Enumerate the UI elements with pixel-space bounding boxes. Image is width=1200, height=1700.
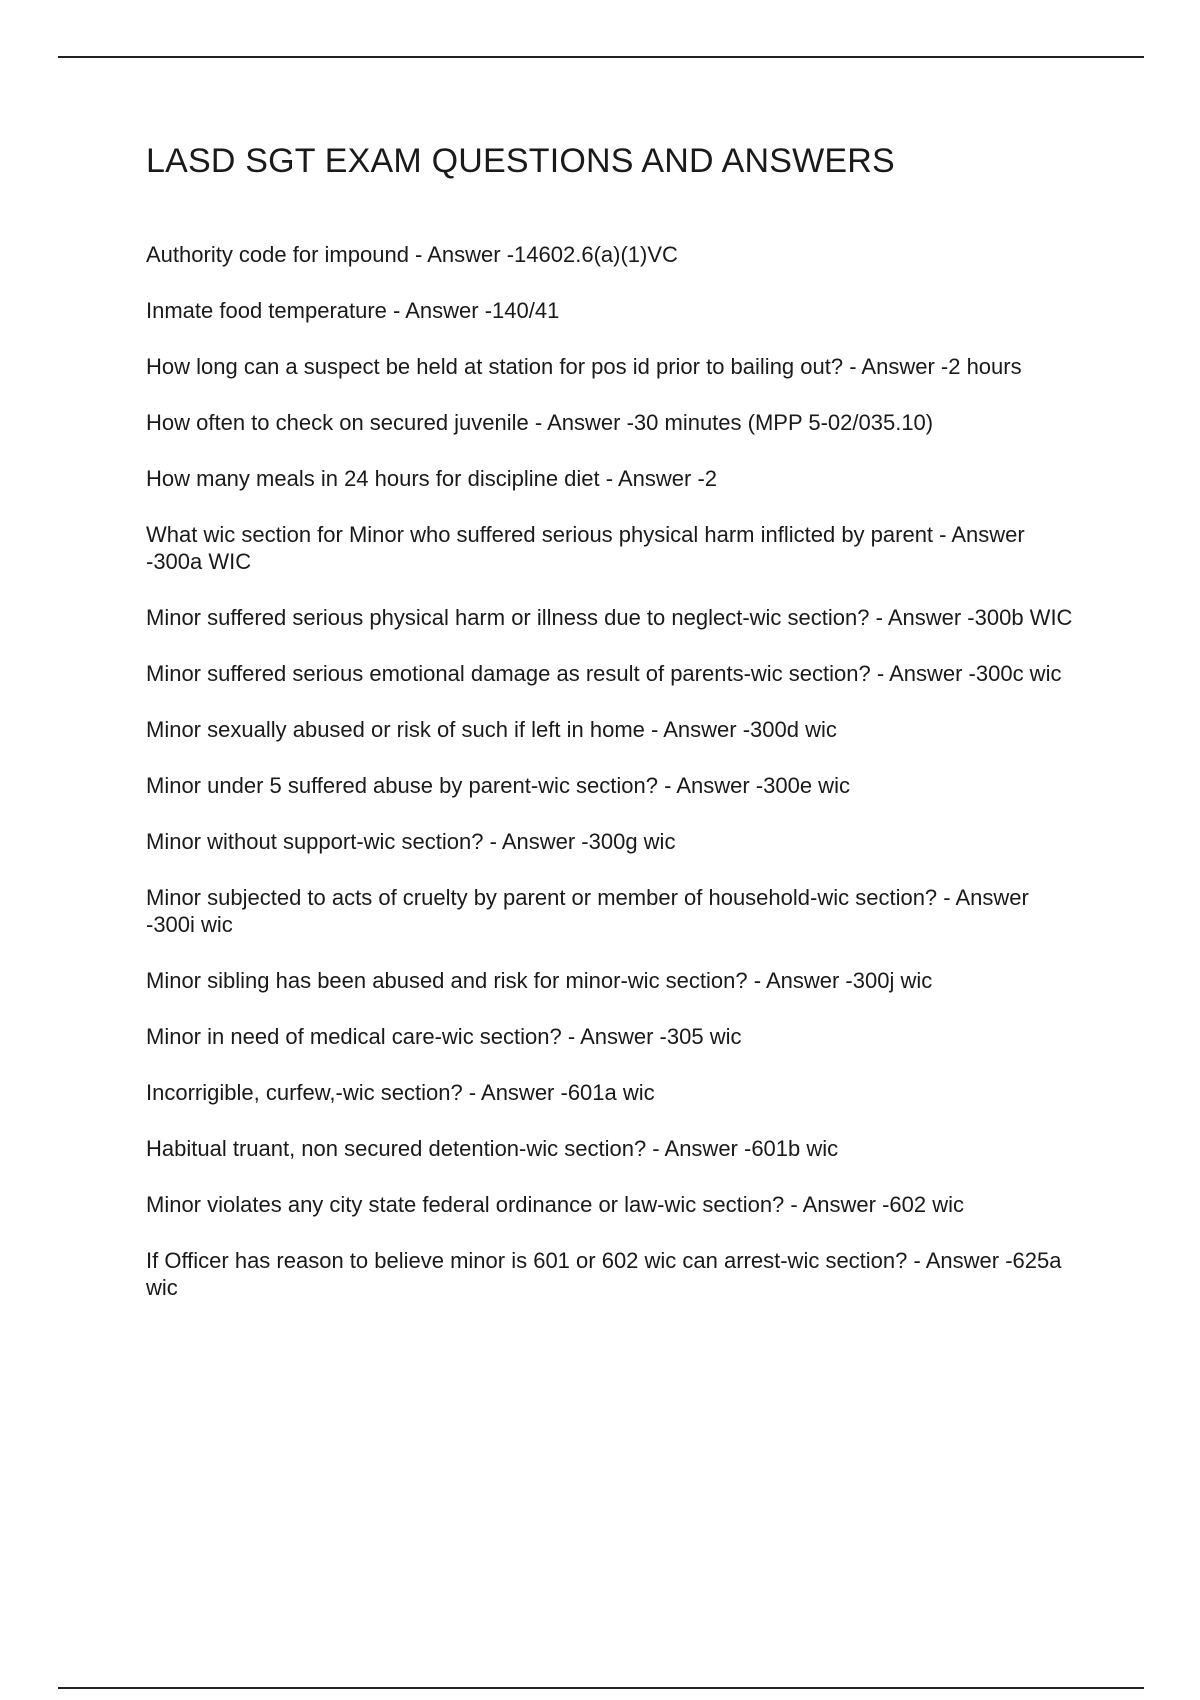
qa-item: If Officer has reason to believe minor is 601 or 602 wic can arrest-wic section? - Answer -625a wic bbox=[146, 1248, 1062, 1300]
qa-item: How often to check on secured juvenile - Answer -30 minutes (MPP 5-02/035.10) bbox=[146, 410, 934, 435]
qa-item: What wic section for Minor who suffered serious physical harm inflicted by parent - Answer -300a WIC bbox=[146, 522, 1025, 574]
qa-item: Minor under 5 suffered abuse by parent-wic section? - Answer -300e wic bbox=[146, 773, 850, 798]
qa-item: Inmate food temperature - Answer -140/41 bbox=[146, 298, 560, 323]
qa-item: Minor subjected to acts of cruelty by parent or member of household-wic section? - Answer -300i wic bbox=[146, 885, 1029, 937]
qa-item: Minor violates any city state federal ordinance or law-wic section? - Answer -602 wic bbox=[146, 1192, 965, 1217]
qa-item: Habitual truant, non secured detention-wic section? - Answer -601b wic bbox=[146, 1136, 839, 1161]
document-title: LASD SGT EXAM QUESTIONS AND ANSWERS bbox=[146, 142, 895, 180]
qa-item: Minor suffered serious emotional damage as result of parents-wic section? - Answer -300c wic bbox=[146, 661, 1062, 686]
bottom-divider bbox=[58, 1687, 1144, 1689]
qa-item: Incorrigible, curfew,-wic section? - Answer -601a wic bbox=[146, 1080, 655, 1105]
qa-item: How many meals in 24 hours for discipline diet - Answer -2 bbox=[146, 466, 718, 491]
qa-item: Minor without support-wic section? - Answer -300g wic bbox=[146, 829, 676, 854]
top-divider bbox=[58, 56, 1144, 58]
qa-item: How long can a suspect be held at station for pos id prior to bailing out? - Answer -2 hours bbox=[146, 354, 1022, 379]
qa-item: Minor in need of medical care-wic section? - Answer -305 wic bbox=[146, 1024, 742, 1049]
qa-item: Minor sibling has been abused and risk for minor-wic section? - Answer -300j wic bbox=[146, 968, 933, 993]
qa-item: Minor suffered serious physical harm or illness due to neglect-wic section? - Answer -300b WIC bbox=[146, 605, 1073, 630]
qa-item: Minor sexually abused or risk of such if left in home - Answer -300d wic bbox=[146, 717, 837, 742]
qa-item: Authority code for impound - Answer -14602.6(a)(1)VC bbox=[146, 242, 678, 267]
qa-list bbox=[146, 241, 1076, 1330]
